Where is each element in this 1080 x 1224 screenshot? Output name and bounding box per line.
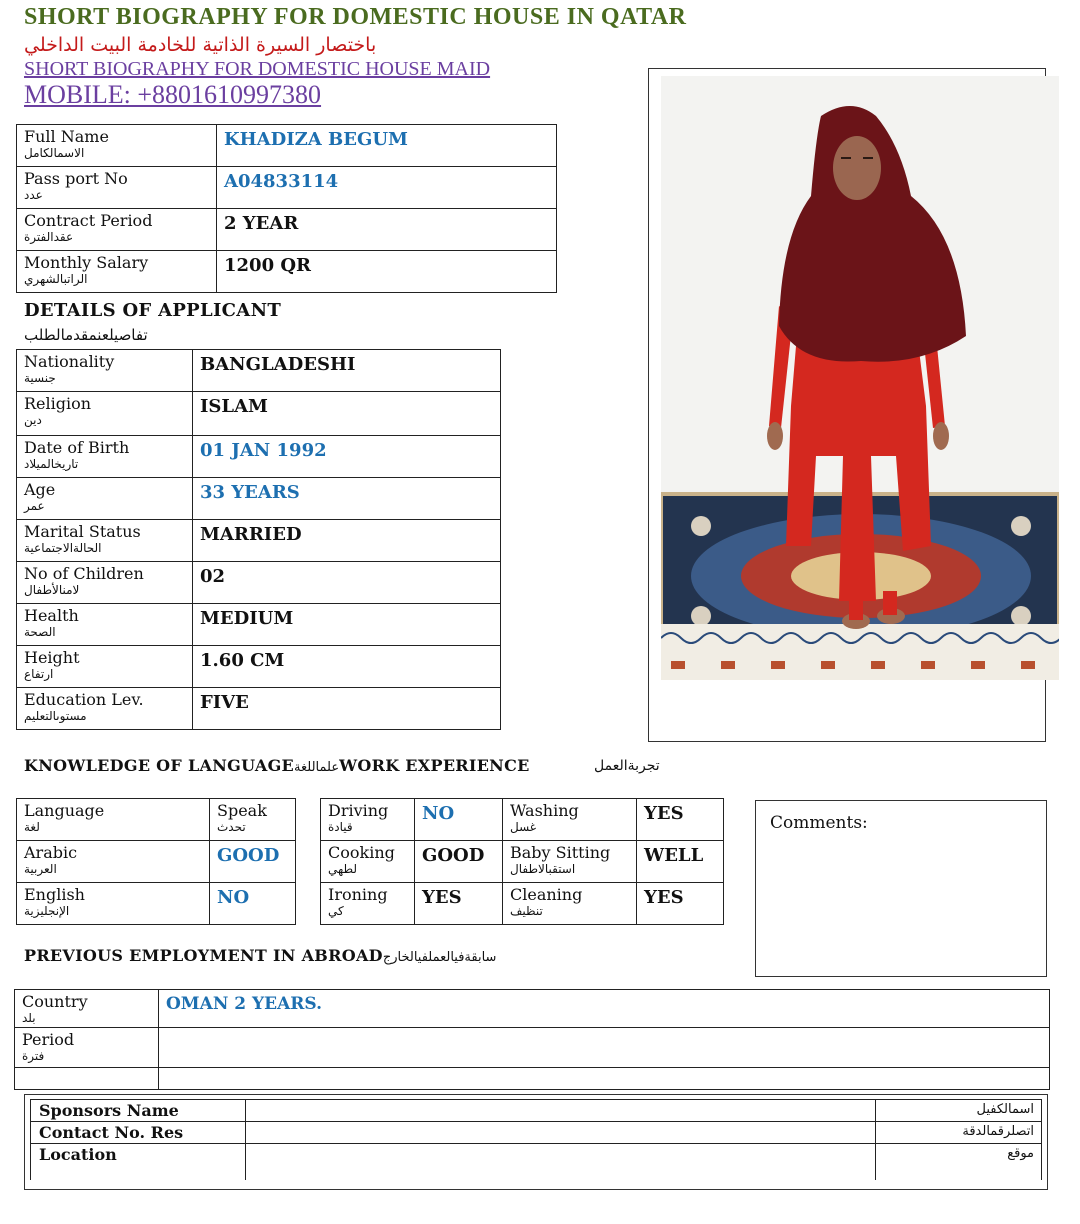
contract-period-value: 2 YEAR <box>217 209 557 251</box>
location-label: Location <box>31 1144 246 1180</box>
driving-value: NO <box>415 799 503 841</box>
table-row <box>17 883 296 925</box>
table-row <box>15 990 1050 1028</box>
english-language-label: English الإنجليزية <box>17 883 210 925</box>
empty-cell <box>15 1068 159 1090</box>
age-label: Age عمر <box>17 478 193 520</box>
language-header: Language لغة <box>17 799 210 841</box>
cooking-label: Cooking لطهي <box>321 841 415 883</box>
mobile-number: MOBILE: +8801610997380 <box>24 80 322 109</box>
education-label: Education Lev. مستوىالتعليم <box>17 688 193 730</box>
contact-no-label-arabic: اتصلرقمالدقة <box>876 1122 1042 1144</box>
sponsor-name-label: Sponsors Name <box>31 1100 246 1122</box>
table-row <box>17 209 557 251</box>
contract-period-label: Contract Period عقدالفترة <box>17 209 217 251</box>
passport-label: Pass port No عدد <box>17 167 217 209</box>
contact-no-value <box>246 1122 876 1144</box>
passport-value: A04833114 <box>217 167 557 209</box>
children-value: 02 <box>193 562 501 604</box>
table-row <box>17 350 501 392</box>
arabic-language-label: Arabic العربية <box>17 841 210 883</box>
table-row <box>321 841 724 883</box>
nationality-label: Nationality جنسية <box>17 350 193 392</box>
speak-header: Speak تحدث <box>210 799 296 841</box>
location-label-arabic: موقع <box>876 1144 1042 1180</box>
table-row <box>31 1144 1042 1180</box>
table-row <box>17 167 557 209</box>
dob-value: 01 JAN 1992 <box>193 436 501 478</box>
basic-info-table <box>16 124 557 293</box>
table-row <box>17 688 501 730</box>
sponsor-table <box>30 1099 1042 1180</box>
table-row <box>17 799 296 841</box>
monthly-salary-label: Monthly Salary الراتبالشهري <box>17 251 217 293</box>
sponsor-name-label-arabic: اسمالكفيل <box>876 1100 1042 1122</box>
comments-box <box>755 800 1047 977</box>
table-row <box>17 604 501 646</box>
comments-label: Comments: <box>770 813 868 833</box>
full-name-value: KHADIZA BEGUM <box>217 125 557 167</box>
period-label: Period فترة <box>15 1028 159 1068</box>
contact-no-label: Contact No. Res <box>31 1122 246 1144</box>
language-table <box>16 798 296 925</box>
washing-value: YES <box>637 799 724 841</box>
height-label: Height ارتفاع <box>17 646 193 688</box>
table-row <box>17 478 501 520</box>
applicant-photo <box>661 76 1059 680</box>
marital-status-label: Marital Status الحالةالاجتماعية <box>17 520 193 562</box>
previous-employment-heading: PREVIOUS EMPLOYMENT IN ABROADسابقةفيالعملفيالخارج <box>24 946 497 965</box>
table-row <box>17 562 501 604</box>
table-row <box>17 436 501 478</box>
table-row <box>31 1100 1042 1122</box>
full-name-label: Full Name الاسمالكامل <box>17 125 217 167</box>
period-value <box>159 1028 1050 1068</box>
previous-employment-table <box>14 989 1050 1090</box>
work-experience-heading-arabic: تجربةالعمل <box>594 758 660 774</box>
applicant-photo-illustration <box>661 76 1059 680</box>
table-row <box>321 883 724 925</box>
cleaning-label: Cleaning تنظيف <box>503 883 637 925</box>
ironing-label: Ironing كي <box>321 883 415 925</box>
work-experience-table <box>320 798 724 925</box>
religion-label: Religion دين <box>17 392 193 436</box>
details-table <box>16 349 501 730</box>
education-value: FIVE <box>193 688 501 730</box>
table-row <box>321 799 724 841</box>
washing-label: Washing غسل <box>503 799 637 841</box>
sponsor-name-value <box>246 1100 876 1122</box>
height-value: 1.60 CM <box>193 646 501 688</box>
knowledge-of-language-heading: KNOWLEDGE OF LANGUAGEعلماللغةWORK EXPERIENCE <box>24 756 530 775</box>
ironing-value: YES <box>415 883 503 925</box>
driving-label: Driving قيادة <box>321 799 415 841</box>
baby-sitting-label: Baby Sitting استقبالاطفال <box>503 841 637 883</box>
document-title: SHORT BIOGRAPHY FOR DOMESTIC HOUSE IN QATAR <box>24 4 687 30</box>
religion-value: ISLAM <box>193 392 501 436</box>
english-speak-value: NO <box>210 883 296 925</box>
cooking-value: GOOD <box>415 841 503 883</box>
health-label: Health الصحة <box>17 604 193 646</box>
document-subtitle: SHORT BIOGRAPHY FOR DOMESTIC HOUSE MAID <box>24 58 491 80</box>
table-row <box>15 1068 1050 1090</box>
table-row <box>15 1028 1050 1068</box>
details-heading: DETAILS OF APPLICANT <box>24 300 282 321</box>
age-value: 33 YEARS <box>193 478 501 520</box>
table-row <box>17 646 501 688</box>
table-row <box>31 1122 1042 1144</box>
location-value <box>246 1144 876 1180</box>
details-heading-arabic: تفاصيلعنمقدمالطلب <box>24 326 148 344</box>
baby-sitting-value: WELL <box>637 841 724 883</box>
table-row <box>17 125 557 167</box>
table-row <box>17 520 501 562</box>
country-label: Country بلد <box>15 990 159 1028</box>
marital-status-value: MARRIED <box>193 520 501 562</box>
document-title-arabic: باختصار السيرة الذاتية للخادمة البيت الداخلي <box>24 34 377 56</box>
country-value: OMAN 2 YEARS. <box>159 990 1050 1028</box>
monthly-salary-value: 1200 QR <box>217 251 557 293</box>
cleaning-value: YES <box>637 883 724 925</box>
empty-cell <box>159 1068 1050 1090</box>
children-label: No of Children لامنالأطفال <box>17 562 193 604</box>
table-row <box>17 392 501 436</box>
table-row <box>17 841 296 883</box>
health-value: MEDIUM <box>193 604 501 646</box>
nationality-value: BANGLADESHI <box>193 350 501 392</box>
table-row <box>17 251 557 293</box>
dob-label: Date of Birth تاريخالميلاد <box>17 436 193 478</box>
arabic-speak-value: GOOD <box>210 841 296 883</box>
